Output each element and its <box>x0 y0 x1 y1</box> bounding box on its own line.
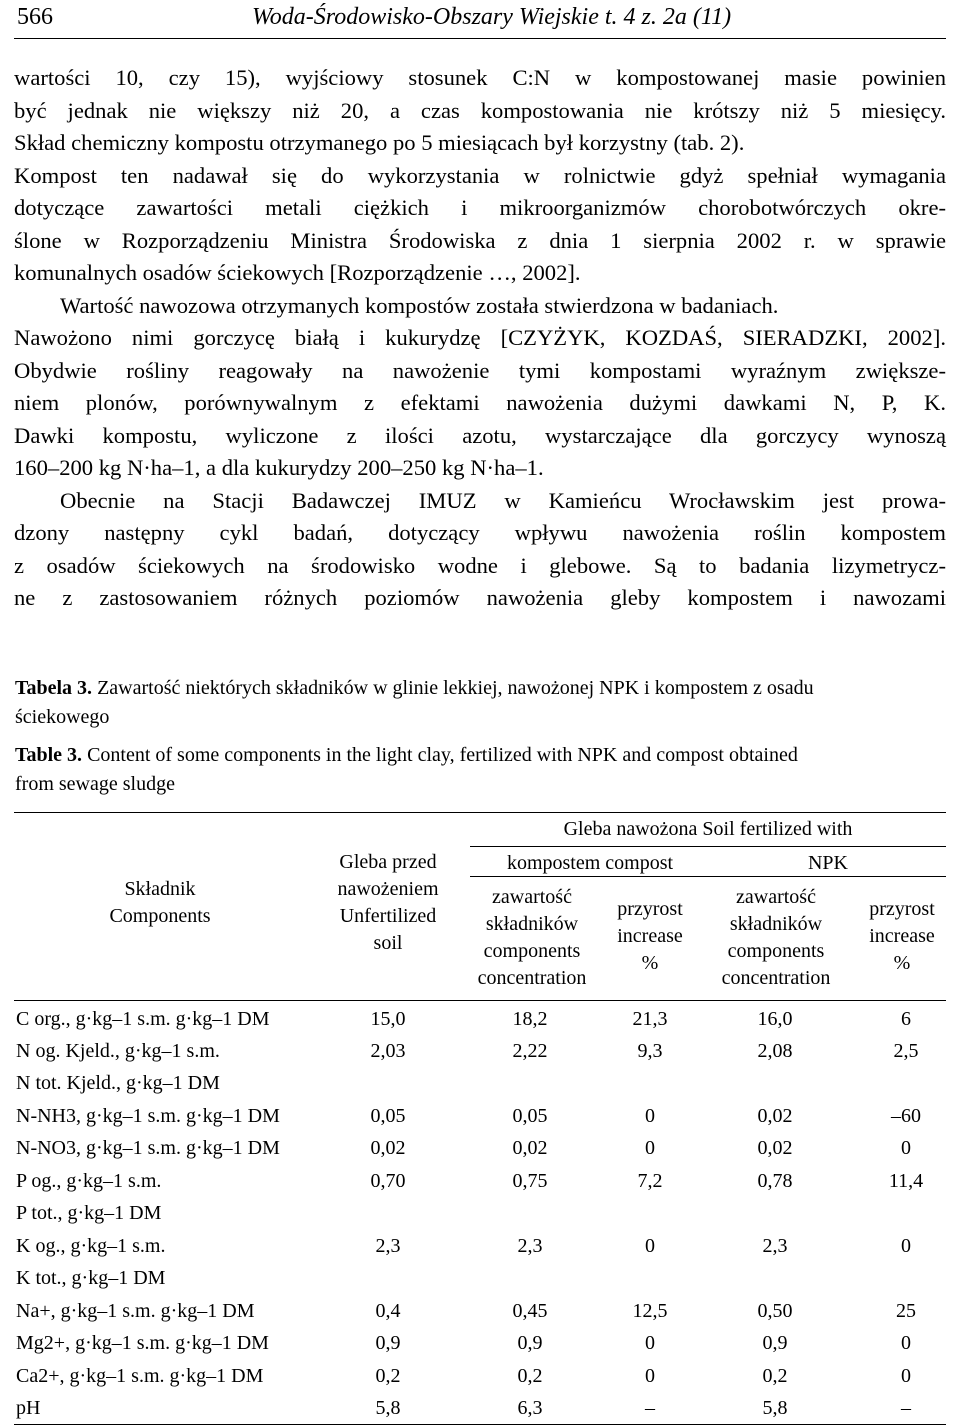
table-cell: 7,2 <box>637 1170 663 1192</box>
table-cell: 2,3 <box>375 1235 401 1257</box>
table-header-rule <box>14 1000 946 1001</box>
table-caption-en <box>15 741 945 799</box>
row-label: Ca2+, g·kg–1 s.m. g·kg–1 DM <box>16 1365 264 1387</box>
body-line: komunalnych osadów ściekowych [Rozporządzenie …, 2002]. <box>14 260 581 285</box>
table-cell: 0,2 <box>375 1365 401 1387</box>
body-line: Wartość nawozowa otrzymanych kompostów została stwierdzona w badaniach. <box>60 292 779 318</box>
caption-label-pl: Tabela 3. <box>15 677 93 699</box>
table-cell: – <box>901 1397 911 1419</box>
table-cell: – <box>645 1397 655 1419</box>
header-component-pl: Składnik <box>124 878 196 900</box>
row-label: K og., g·kg–1 s.m. <box>16 1235 166 1257</box>
h-conc-1: zawartość <box>492 886 572 908</box>
table-cell: 2,03 <box>370 1040 406 1062</box>
h-npk-conc-4: concentration <box>721 967 831 989</box>
h-conc-2: składników <box>485 913 579 935</box>
table-cell: 0 <box>901 1235 911 1257</box>
header-rule <box>14 38 946 39</box>
table-cell: 0 <box>645 1332 655 1354</box>
h-npk-inc-3: % <box>893 952 911 974</box>
table-cell: 0,05 <box>370 1105 406 1127</box>
table-cell: 0 <box>901 1332 911 1354</box>
row-label: Na+, g·kg–1 s.m. g·kg–1 DM <box>16 1300 255 1322</box>
h-npk-inc-1: przyrost <box>869 898 935 920</box>
row-label: P og., g·kg–1 s.m. <box>16 1170 162 1192</box>
body-line: Obecnie na Stacji Badawczej IMUZ w Kamieńcu Wrocławskim jest prowa- <box>60 487 946 513</box>
body-line: Kompost ten nadawał się do wykorzystania w rolnictwie gdyż spełniał wymagania <box>14 162 946 188</box>
table-cell: 21,3 <box>632 1008 668 1030</box>
table-cell: 0,9 <box>375 1332 401 1354</box>
caption-text-pl-2: ściekowego <box>15 706 110 728</box>
table-cell: 2,22 <box>512 1040 548 1062</box>
body-line: Skład chemiczny kompostu otrzymanego po 5 miesiącach był korzystny (tab. 2). <box>14 130 745 155</box>
caption-text-en-2: from sewage sludge <box>15 773 175 795</box>
table-cell: 0 <box>901 1365 911 1387</box>
table-cell: 0,45 <box>512 1300 548 1322</box>
table-cell: 6 <box>901 1008 911 1030</box>
body-line: wartości 10, czy 15), wyjściowy stosunek C:N w kompostowanej masie powinien <box>14 65 946 90</box>
table-cell: 15,0 <box>370 1008 406 1030</box>
table-cell: 25 <box>896 1300 916 1322</box>
h-conc-4: concentration <box>477 967 587 989</box>
subheader-rule <box>470 846 946 847</box>
header-compost-inc <box>600 896 700 977</box>
table-cell: 0,75 <box>512 1170 548 1192</box>
table-bottom-rule <box>14 1424 946 1425</box>
table-cell: 18,2 <box>512 1008 548 1030</box>
row-label: N-NH3, g·kg–1 s.m. g·kg–1 DM <box>16 1105 280 1127</box>
table-cell: 5,8 <box>375 1397 401 1419</box>
header-npk-inc <box>852 896 952 977</box>
header-before-1: Gleba przed <box>339 851 437 873</box>
header-component <box>60 876 260 930</box>
body-line: dotyczące zawartości metali ciężkich i mikroorganizmów chorobotwórczych okre- <box>14 195 946 220</box>
h-npk-conc-2: składników <box>729 913 823 935</box>
header-fertilized: Gleba nawożona Soil fertilized with <box>563 818 853 840</box>
row-label: Mg2+, g·kg–1 s.m. g·kg–1 DM <box>16 1332 269 1354</box>
table-cell: 0,70 <box>370 1170 406 1192</box>
body-text <box>14 62 946 615</box>
table-cell: 0,4 <box>375 1300 401 1322</box>
h-inc-1: przyrost <box>617 898 683 920</box>
table-cell: 0,02 <box>512 1137 548 1159</box>
table-cell: 0,02 <box>757 1137 793 1159</box>
row-label: N og. Kjeld., g·kg–1 s.m. <box>16 1040 220 1062</box>
page-number: 566 <box>17 4 53 30</box>
h-inc-2: increase <box>617 925 683 947</box>
body-line: dzony następny cykl badań, dotyczący wpływu nawożenia roślin kompostem <box>14 520 946 545</box>
row-label: N-NO3, g·kg–1 s.m. g·kg–1 DM <box>16 1137 280 1159</box>
table-cell: 0,78 <box>757 1170 793 1192</box>
table-cell: 0,05 <box>512 1105 548 1127</box>
header-npk-conc <box>706 884 846 992</box>
table-cell: 16,0 <box>757 1008 793 1030</box>
header-before-3: Unfertilized <box>339 905 437 927</box>
row-label: pH <box>16 1397 41 1419</box>
header-component-en: Components <box>109 905 211 927</box>
caption-text-pl: Zawartość niektórych składników w glinie lekkiej, nawożonej NPK i kompostem z osadu <box>97 677 814 699</box>
header-before-2: nawożeniem <box>337 878 439 900</box>
table-cell: 0,50 <box>757 1300 793 1322</box>
body-line: z osadów ściekowych na środowisko wodne i glebowe. Są to badania lizymetrycz- <box>14 552 946 578</box>
table-cell: 12,5 <box>632 1300 668 1322</box>
table-top-rule <box>14 812 946 813</box>
body-line: ślone w Rozporządzeniu Ministra Środowiska z dnia 1 sierpnia 2002 r. w sprawie <box>14 227 946 253</box>
table-cell: 2,5 <box>893 1040 919 1062</box>
table-cell: 11,4 <box>888 1170 924 1192</box>
row-label: K tot., g·kg–1 DM <box>16 1267 166 1289</box>
table-cell: 0,02 <box>757 1105 793 1127</box>
h-npk-conc-3: components <box>727 940 825 962</box>
h-conc-3: components <box>483 940 581 962</box>
row-label: P tot., g·kg–1 DM <box>16 1202 162 1224</box>
table-cell: 5,8 <box>762 1397 788 1419</box>
table-cell: 2,08 <box>757 1040 793 1062</box>
caption-label-en: Table 3. <box>15 744 83 766</box>
table-cell: 0 <box>901 1137 911 1159</box>
table-cell: 0,02 <box>370 1137 406 1159</box>
table-cell: 0 <box>645 1137 655 1159</box>
header-compost: kompostem compost <box>506 852 674 874</box>
body-line: niem plonów, porównywalnym z efektami nawożenia dużymi dawkami N, P, K. <box>14 390 946 415</box>
table-cell: 0,2 <box>517 1365 543 1387</box>
row-label: C org., g·kg–1 s.m. g·kg–1 DM <box>16 1008 270 1030</box>
header-npk: NPK <box>807 852 848 874</box>
header-compost-conc <box>462 884 602 992</box>
row-label: N tot. Kjeld., g·kg–1 DM <box>16 1072 220 1094</box>
table-cell: 2,3 <box>517 1235 543 1257</box>
table-cell: 0,9 <box>762 1332 788 1354</box>
table-cell: 0 <box>645 1105 655 1127</box>
h-inc-3: % <box>641 952 659 974</box>
table-cell: 2,3 <box>762 1235 788 1257</box>
header-before-4: soil <box>373 932 403 954</box>
body-line: być jednak nie większy niż 20, a czas kompostowania nie krótszy niż 5 miesięcy. <box>14 97 946 123</box>
table-cell: 6,3 <box>517 1397 543 1419</box>
body-line: Dawki kompostu, wyliczone z ilości azotu, wystarczające dla gorczycy wynoszą <box>14 422 946 448</box>
table-cell: 0,9 <box>517 1332 543 1354</box>
table-cell: –60 <box>891 1105 921 1127</box>
body-line: Obydwie rośliny reagowały na nawożenie tymi kompostami wyraźnym zwiększe- <box>14 357 946 383</box>
caption-text-en: Content of some components in the light clay, fertilized with NPK and compost obtained <box>87 744 798 766</box>
table-cell: 0 <box>645 1235 655 1257</box>
body-line: Nawożono nimi gorczycę białą i kukurydzę [CZYŻYK, KOZDAŚ, SIERADZKI, 2002]. <box>14 325 946 350</box>
table-cell: 9,3 <box>637 1040 663 1062</box>
body-line: ne z zastosowaniem różnych poziomów nawożenia gleby kompostem i nawozami <box>14 585 946 610</box>
h-npk-inc-2: increase <box>869 925 935 947</box>
table-cell: 0 <box>645 1365 655 1387</box>
header-before <box>318 849 458 957</box>
journal-header: Woda-Środowisko-Obszary Wiejskie t. 4 z. 2a (11) <box>252 4 732 30</box>
h-npk-conc-1: zawartość <box>736 886 816 908</box>
table-caption-pl <box>15 674 945 732</box>
body-line: 160–200 kg N·ha–1, a dla kukurydzy 200–250 kg N·ha–1. <box>14 455 544 480</box>
table-cell: 0,2 <box>762 1365 788 1387</box>
